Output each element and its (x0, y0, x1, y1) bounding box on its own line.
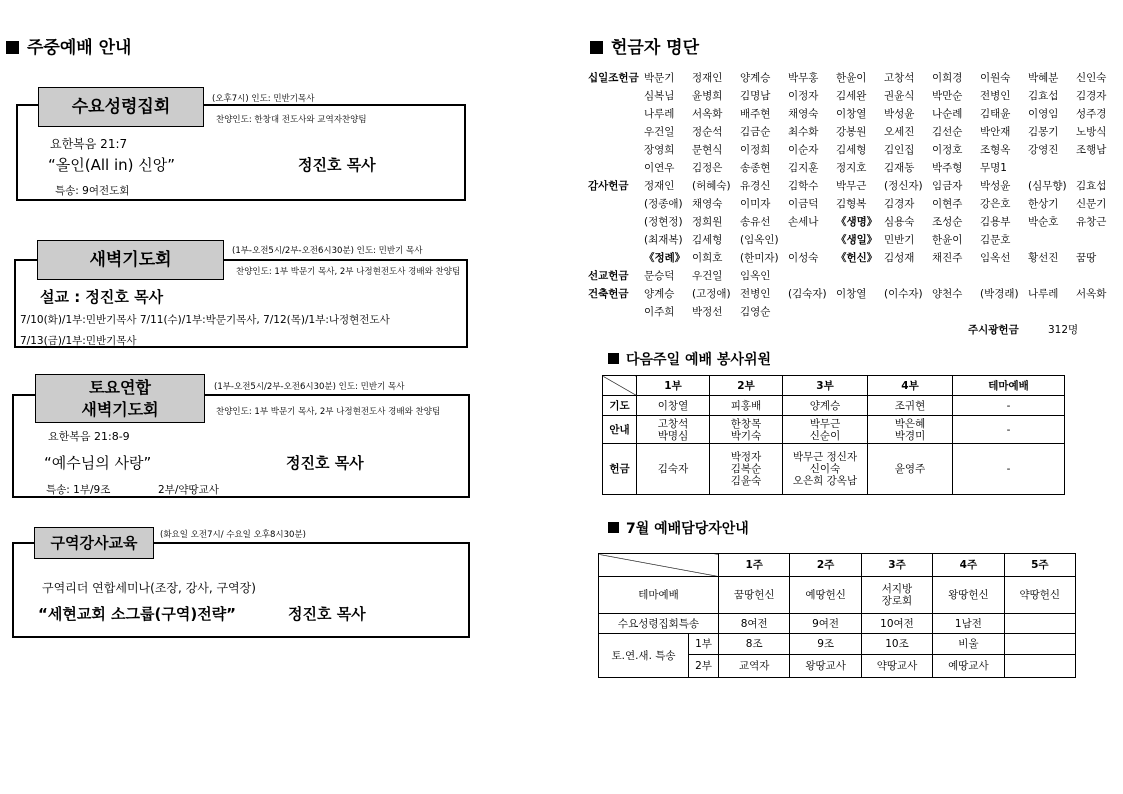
donor-name: (김숙자) (788, 288, 827, 300)
table-cell: 윤영주 (868, 444, 953, 495)
donor-name: 김재동 (884, 162, 915, 174)
donor-list-heading: 헌금자 명단 (590, 33, 699, 58)
row-label: 테마예배 (599, 577, 719, 614)
donor-name: 김형복 (836, 198, 867, 210)
table-header-row (599, 554, 1076, 577)
donor-name: 한윤이 (932, 234, 963, 246)
donor-name: 김정은 (692, 162, 723, 174)
donor-name: 《생일》 (836, 234, 878, 246)
donor-name: 손세나 (788, 216, 819, 228)
donor-name: 박무홍 (788, 72, 819, 84)
donor-name: 정지호 (836, 162, 867, 174)
donor-name: 강봉원 (836, 126, 867, 138)
donor-name: 성주경 (1076, 108, 1107, 120)
donor-name: 채진주 (932, 252, 963, 264)
column-header: 2부 (710, 376, 783, 396)
donor-name: 송유선 (740, 216, 771, 228)
table-cell: 서지방 장로회 (861, 577, 932, 614)
leader-edu-line1: 구역리더 연합세미나(조장, 강사, 구역장) (42, 581, 256, 595)
square-bullet-icon (590, 41, 603, 54)
donor-name: 고창석 (884, 72, 915, 84)
next-week-heading: 다음주일 예배 봉사위원 (608, 349, 771, 369)
row-label: 수요성령집회특송 (599, 614, 719, 634)
donor-name: 《헌신》 (836, 252, 878, 264)
donor-name: 강은호 (980, 198, 1011, 210)
saturday-special-2: 2부/약땅교사 (158, 484, 219, 496)
saturday-prayer-info: (1부-오전5시/2부-오전6시30분) 인도: 민반기 목사 (214, 382, 405, 392)
donor-name: 김영순 (740, 306, 771, 318)
donor-name: 서옥화 (692, 108, 723, 120)
donor-name: 박혜분 (1028, 72, 1059, 84)
donor-name: 이금덕 (788, 198, 819, 210)
donor-name: 한윤이 (836, 72, 867, 84)
donor-name: 양천수 (932, 288, 963, 300)
sub-row-label: 2부 (689, 655, 719, 678)
donor-name: 김경자 (884, 198, 915, 210)
table-cell: 10조 (861, 634, 932, 655)
donor-name: 김용부 (980, 216, 1011, 228)
corner-cell (599, 554, 719, 577)
donor-name: 임옥인 (740, 270, 771, 282)
leader-edu-preacher: 정진호 목사 (288, 605, 366, 623)
table-cell: 약땅교사 (861, 655, 932, 678)
donor-name: 김금순 (740, 126, 771, 138)
donor-name: 정희원 (692, 216, 723, 228)
saturday-sermon-title: “예수님의 사랑” (44, 454, 152, 472)
donor-category-label: 감사헌금 (588, 180, 629, 192)
donor-name: (정신자) (884, 180, 923, 192)
table-header-row (603, 376, 1065, 396)
donor-name: 전병인 (740, 288, 771, 300)
dawn-prayer-info: (1부-오전5시/2부-오전6시30분) 인도: 민반기 목사 (232, 246, 423, 256)
saturday-prayer-title (35, 374, 205, 423)
donor-name: 조성순 (932, 216, 963, 228)
column-header: 테마예배 (953, 376, 1065, 396)
donor-name: 이창열 (836, 108, 867, 120)
donor-name: 이창열 (836, 288, 867, 300)
donor-name: 이영임 (1028, 108, 1059, 120)
donor-name: 김학수 (788, 180, 819, 192)
column-header: 3부 (783, 376, 868, 396)
table-cell: 1남전 (933, 614, 1004, 634)
wed-scripture: 요한복음 21:7 (50, 137, 128, 151)
saturday-scripture: 요한복음 21:8-9 (48, 430, 130, 443)
donor-name: 유경신 (740, 180, 771, 192)
donor-name: (한미자) (740, 252, 779, 264)
wed-praise-info: 찬양인도: 한창대 전도사와 교역자찬양팀 (216, 115, 367, 125)
wed-service-info: (오후7시) 인도: 민반기목사 (212, 94, 315, 104)
donor-name: 김효섭 (1028, 90, 1059, 102)
donor-names (644, 232, 1028, 247)
donor-name: 박성윤 (980, 180, 1011, 192)
table-row (599, 577, 1076, 614)
donor-names (644, 268, 788, 283)
donor-name: 강영진 (1028, 144, 1059, 156)
donor-name: 박안재 (980, 126, 1011, 138)
donor-name: 나루레 (1028, 288, 1059, 300)
donor-name: 이성숙 (788, 252, 819, 264)
weekday-worship-heading: 주중예배 안내 (6, 33, 131, 58)
donor-name: 이희호 (692, 252, 723, 264)
donor-names (644, 178, 1123, 193)
donor-name: 채영숙 (692, 198, 723, 210)
donor-name: 장영희 (644, 144, 675, 156)
donor-name: 배주현 (740, 108, 771, 120)
donor-name: 채영숙 (788, 108, 819, 120)
table-cell: 꿈땅헌신 (719, 577, 790, 614)
column-header: 5주 (1004, 554, 1075, 577)
donor-name: 김경자 (1076, 90, 1107, 102)
donor-name: 정순석 (692, 126, 723, 138)
donor-name: 박주형 (932, 162, 963, 174)
donor-name: 김효섭 (1076, 180, 1107, 192)
table-cell: 9조 (790, 634, 861, 655)
table-cell: 박은혜 박경미 (868, 416, 953, 444)
column-header: 2주 (790, 554, 861, 577)
dawn-prayer-title: 새벽기도회 (37, 240, 224, 280)
square-bullet-icon (608, 353, 619, 364)
donor-names (644, 88, 1123, 103)
donor-name: 양계승 (644, 288, 675, 300)
donor-name: 우건일 (644, 126, 675, 138)
table-cell: 왕땅교사 (790, 655, 861, 678)
donor-name: 이연우 (644, 162, 675, 174)
donor-name: 송종현 (740, 162, 771, 174)
donor-name: 이순자 (788, 144, 819, 156)
donor-name: 정재인 (692, 72, 723, 84)
dawn-sermon-line: 설교 : 정진호 목사 (40, 288, 164, 306)
table-cell: 왕땅헌신 (933, 577, 1004, 614)
donor-name: (고정애) (692, 288, 731, 300)
table-cell: 양계승 (783, 396, 868, 416)
wed-sermon-title: “올인(All in) 신앙” (48, 156, 176, 174)
wed-special-song: 특송: 9여전도회 (55, 185, 130, 197)
donor-name: 박성윤 (884, 108, 915, 120)
donor-name: 최수화 (788, 126, 819, 138)
dawn-praise-info: 찬양인도: 1부 박문기 목사, 2부 나정현전도사 경배와 찬양팀 (236, 267, 461, 277)
donor-names (644, 124, 1123, 139)
donor-name: 노방식 (1076, 126, 1107, 138)
row-label: 안내 (603, 416, 637, 444)
total-label: 주시광헌금 (968, 324, 1019, 336)
donor-name: 김선순 (932, 126, 963, 138)
square-bullet-icon (6, 41, 19, 54)
donor-name: 박정선 (692, 306, 723, 318)
donor-name: 황선진 (1028, 252, 1059, 264)
donor-name: 이현주 (932, 198, 963, 210)
donor-names (644, 106, 1123, 121)
table-cell: 고창석 박명심 (637, 416, 710, 444)
table-cell: 9여전 (790, 614, 861, 634)
table-cell: 한창목 박기숙 (710, 416, 783, 444)
july-table (598, 553, 1076, 678)
donor-name: 정재인 (644, 180, 675, 192)
sub-row-label: 1부 (689, 634, 719, 655)
donor-names (644, 160, 1028, 175)
table-cell: 약땅헌신 (1004, 577, 1075, 614)
table-row (603, 444, 1065, 495)
donor-name: 이정호 (932, 144, 963, 156)
donor-name: (허혜숙) (692, 180, 731, 192)
donor-category-label: 선교헌금 (588, 270, 629, 282)
donor-name: 나루레 (644, 108, 675, 120)
donor-name: 오세진 (884, 126, 915, 138)
donor-name: 윤병희 (692, 90, 723, 102)
donor-name: 민반기 (884, 234, 915, 246)
column-header: 4주 (933, 554, 1004, 577)
donor-names (644, 304, 788, 319)
donor-name: (임옥인) (740, 234, 779, 246)
donor-name: 나순례 (932, 108, 963, 120)
donor-names (644, 70, 1123, 85)
donor-name: 박만순 (932, 90, 963, 102)
donor-name: 《정례》 (644, 252, 686, 264)
table-cell: 10여전 (861, 614, 932, 634)
donor-name: 이희경 (932, 72, 963, 84)
donor-name: 이정희 (740, 144, 771, 156)
donor-names (644, 142, 1123, 157)
donor-name: 서옥화 (1076, 288, 1107, 300)
row-label: 기도 (603, 396, 637, 416)
donor-name: 김세형 (692, 234, 723, 246)
square-bullet-icon (608, 522, 619, 533)
column-header: 1부 (637, 376, 710, 396)
donor-name: 박문기 (644, 72, 675, 84)
table-cell: 예땅헌신 (790, 577, 861, 614)
table-cell: 박무근 신순이 (783, 416, 868, 444)
saturday-title-line1: 토요연합 (89, 378, 151, 397)
donor-name: 박무근 (836, 180, 867, 192)
donor-name: 심복님 (644, 90, 675, 102)
donor-name: 김성재 (884, 252, 915, 264)
donor-name: 문승덕 (644, 270, 675, 282)
donor-name: 신문기 (1076, 198, 1107, 210)
leader-edu-sermon: “세현교회 소그룹(구역)전략” (38, 605, 237, 623)
table-cell: 8여전 (719, 614, 790, 634)
donor-name: 임옥선 (980, 252, 1011, 264)
donor-name: (박경래) (980, 288, 1019, 300)
table-row (599, 634, 1076, 655)
table-row (603, 416, 1065, 444)
donor-name: 한상기 (1028, 198, 1059, 210)
donor-name: (심무향) (1028, 180, 1067, 192)
donor-name: 이정자 (788, 90, 819, 102)
donor-name: 김명남 (740, 90, 771, 102)
donor-names (644, 214, 1123, 229)
donor-name: 신인숙 (1076, 72, 1107, 84)
donor-name: 꿈땅 (1076, 252, 1097, 264)
table-cell: 이창열 (637, 396, 710, 416)
dawn-schedule-line2: 7/13(금)/1부:민반기목사 (20, 335, 137, 347)
donor-names (644, 250, 1123, 265)
table-cell: - (953, 444, 1065, 495)
donor-name: 김세완 (836, 90, 867, 102)
column-header: 3주 (861, 554, 932, 577)
table-cell: 피홍배 (710, 396, 783, 416)
donor-name: 조형옥 (980, 144, 1011, 156)
table-cell (1004, 634, 1075, 655)
donor-names (644, 196, 1123, 211)
donor-name: 김세형 (836, 144, 867, 156)
row-label: 헌금 (603, 444, 637, 495)
donor-name: 김인집 (884, 144, 915, 156)
donor-name: (최재복) (644, 234, 683, 246)
table-cell: 김숙자 (637, 444, 710, 495)
donor-name: 임금자 (932, 180, 963, 192)
table-cell: 박정자 김복순 김윤숙 (710, 444, 783, 495)
table-cell: 조귀현 (868, 396, 953, 416)
table-cell: 교역자 (719, 655, 790, 678)
column-header: 4부 (868, 376, 953, 396)
total-value: 312명 (1048, 324, 1079, 336)
table-cell (1004, 614, 1075, 634)
july-heading: 7월 예배담당자안내 (608, 518, 749, 538)
donor-name: 양계승 (740, 72, 771, 84)
saturday-special-1: 특송: 1부/9조 (46, 484, 111, 496)
donor-category-label: 건축헌금 (588, 288, 629, 300)
wed-preacher: 정진호 목사 (298, 156, 376, 174)
donor-name: 《생명》 (836, 216, 878, 228)
leader-edu-info: (화요일 오전7시/ 수요일 오후8시30분) (160, 530, 306, 540)
donor-name: 이미자 (740, 198, 771, 210)
donor-name: 전병인 (980, 90, 1011, 102)
donor-name: 조행남 (1076, 144, 1107, 156)
table-cell: 예땅교사 (933, 655, 1004, 678)
table-cell (1004, 655, 1075, 678)
table-row (603, 396, 1065, 416)
donor-name: 김문호 (980, 234, 1011, 246)
leader-edu-title: 구역강사교육 (34, 527, 154, 559)
donor-name: 박순호 (1028, 216, 1059, 228)
donor-name: 문현식 (692, 144, 723, 156)
donor-name: 심용숙 (884, 216, 915, 228)
table-cell: - (953, 416, 1065, 444)
table-row (599, 614, 1076, 634)
next-week-table (602, 375, 1065, 495)
wed-service-title: 수요성령집회 (38, 87, 204, 127)
donor-name: 김지훈 (788, 162, 819, 174)
table-cell: 박무근 정신자 신이숙 오은희 강옥남 (783, 444, 868, 495)
donor-name: 김태윤 (980, 108, 1011, 120)
donor-names (644, 286, 1123, 301)
row-label: 토.연.새. 특송 (599, 634, 689, 678)
table-cell: - (953, 396, 1065, 416)
donor-name: 김몽기 (1028, 126, 1059, 138)
donor-category-label: 십일조헌금 (588, 72, 639, 84)
donor-name: 권윤식 (884, 90, 915, 102)
saturday-preacher: 정진호 목사 (286, 454, 364, 472)
donor-name: (이수자) (884, 288, 923, 300)
donor-name: 유창근 (1076, 216, 1107, 228)
donor-name: (정현정) (644, 216, 683, 228)
donor-name: 무명1 (980, 162, 1007, 174)
donor-name: 이주희 (644, 306, 675, 318)
donor-name: 우건일 (692, 270, 723, 282)
donor-name: 이원숙 (980, 72, 1011, 84)
table-cell: 비울 (933, 634, 1004, 655)
table-cell: 8조 (719, 634, 790, 655)
column-header: 1주 (719, 554, 790, 577)
saturday-praise-info: 찬양인도: 1부 박문기 목사, 2부 나정현전도사 경배와 찬양팀 (216, 407, 441, 417)
saturday-title-line2: 새벽기도회 (81, 400, 159, 419)
dawn-schedule-line1: 7/10(화)/1부:민반기목사 7/11(수)/1부:박문기목사, 7/12(목)/1부:나정현전도사 (20, 314, 390, 326)
donor-name: (정종애) (644, 198, 683, 210)
corner-cell (603, 376, 637, 396)
